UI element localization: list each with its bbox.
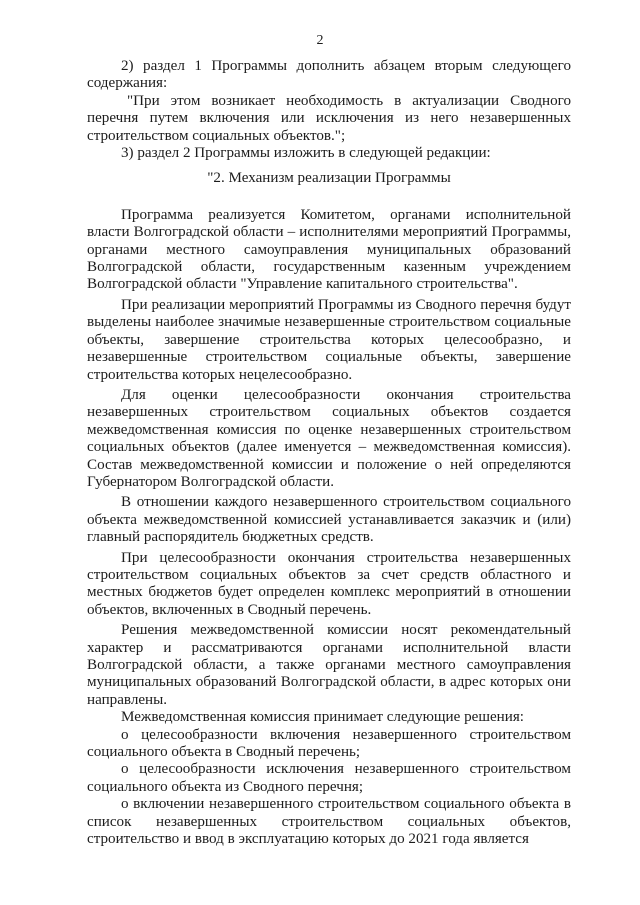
section-heading: "2. Механизм реализации Программы (207, 170, 451, 187)
page-number: 2 (316, 33, 324, 48)
list-item: о целесообразности включения незавершенного строительством социального объекта в Сводный перечень; (87, 726, 571, 761)
paragraph: В отношении каждого незавершенного строительством социального объекта межведомственной комиссией устанавливается заказчик и (или) главный распорядитель бюджетных средств. (87, 494, 571, 546)
list-item: о целесообразности исключения незавершенного строительством социального объекта из Сводного перечня; (87, 761, 571, 795)
amendment-item-2: 2) раздел 1 Программы дополнить абзацем вторым следующего содержания: (87, 58, 571, 92)
paragraph: Решения межведомственной комиссии носят рекомендательный характер и рассматриваются органами исполнительной власти Волгоградской области, а также органами местного самоуправления муниципальных образований Волгоградской области, в адрес которых они направлены. (87, 622, 571, 708)
list-item: о включении незавершенного строительством социального объекта в список незавершенных строительством социальных объектов, строительство и ввод в эксплуатацию которых до 2021 года является (87, 796, 571, 848)
paragraph: При целесообразности окончания строительства незавершенных строительством социальных объектов за счет средств областного и местных бюджетов будет определен комплекс мероприятий в отношении объектов, включенных в Сводный перечень. (87, 549, 571, 618)
document-body (87, 58, 571, 848)
amendment-item-3: 3) раздел 2 Программы изложить в следующей редакции: (121, 145, 491, 162)
paragraph: При реализации мероприятий Программы из Сводного перечня будут выделены наиболее значимые незавершенные строительством социальные объекты, завершение строительства которых целесообразно, и незавершенные строительством социальные объекты, завершение строительства которых нецелесообразно. (87, 296, 571, 383)
paragraph: Для оценки целесообразности окончания строительства незавершенных строительством социальных объектов создается межведомственная комиссия по оценке незавершенных строительством социальных объектов (далее именуется – межведомственная комиссия). Состав межведомственной комиссии и положение о ней определяются Губернатором Волгоградской области. (87, 386, 571, 490)
paragraph: Межведомственная комиссия принимает следующие решения: (121, 709, 524, 726)
quoted-paragraph: "При этом возникает необходимость в актуализации Сводного перечня путем включения или исключения из него незавершенных строительством социальных объектов."; (87, 92, 571, 144)
paragraph: Программа реализуется Комитетом, органами исполнительной власти Волгоградской области – исполнителями мероприятий Программы, органами местного самоуправления муниципальных образований Волгоградской области, государственным казенным учреждением Волгоградской области "Управление капитального строительства". (87, 206, 571, 293)
